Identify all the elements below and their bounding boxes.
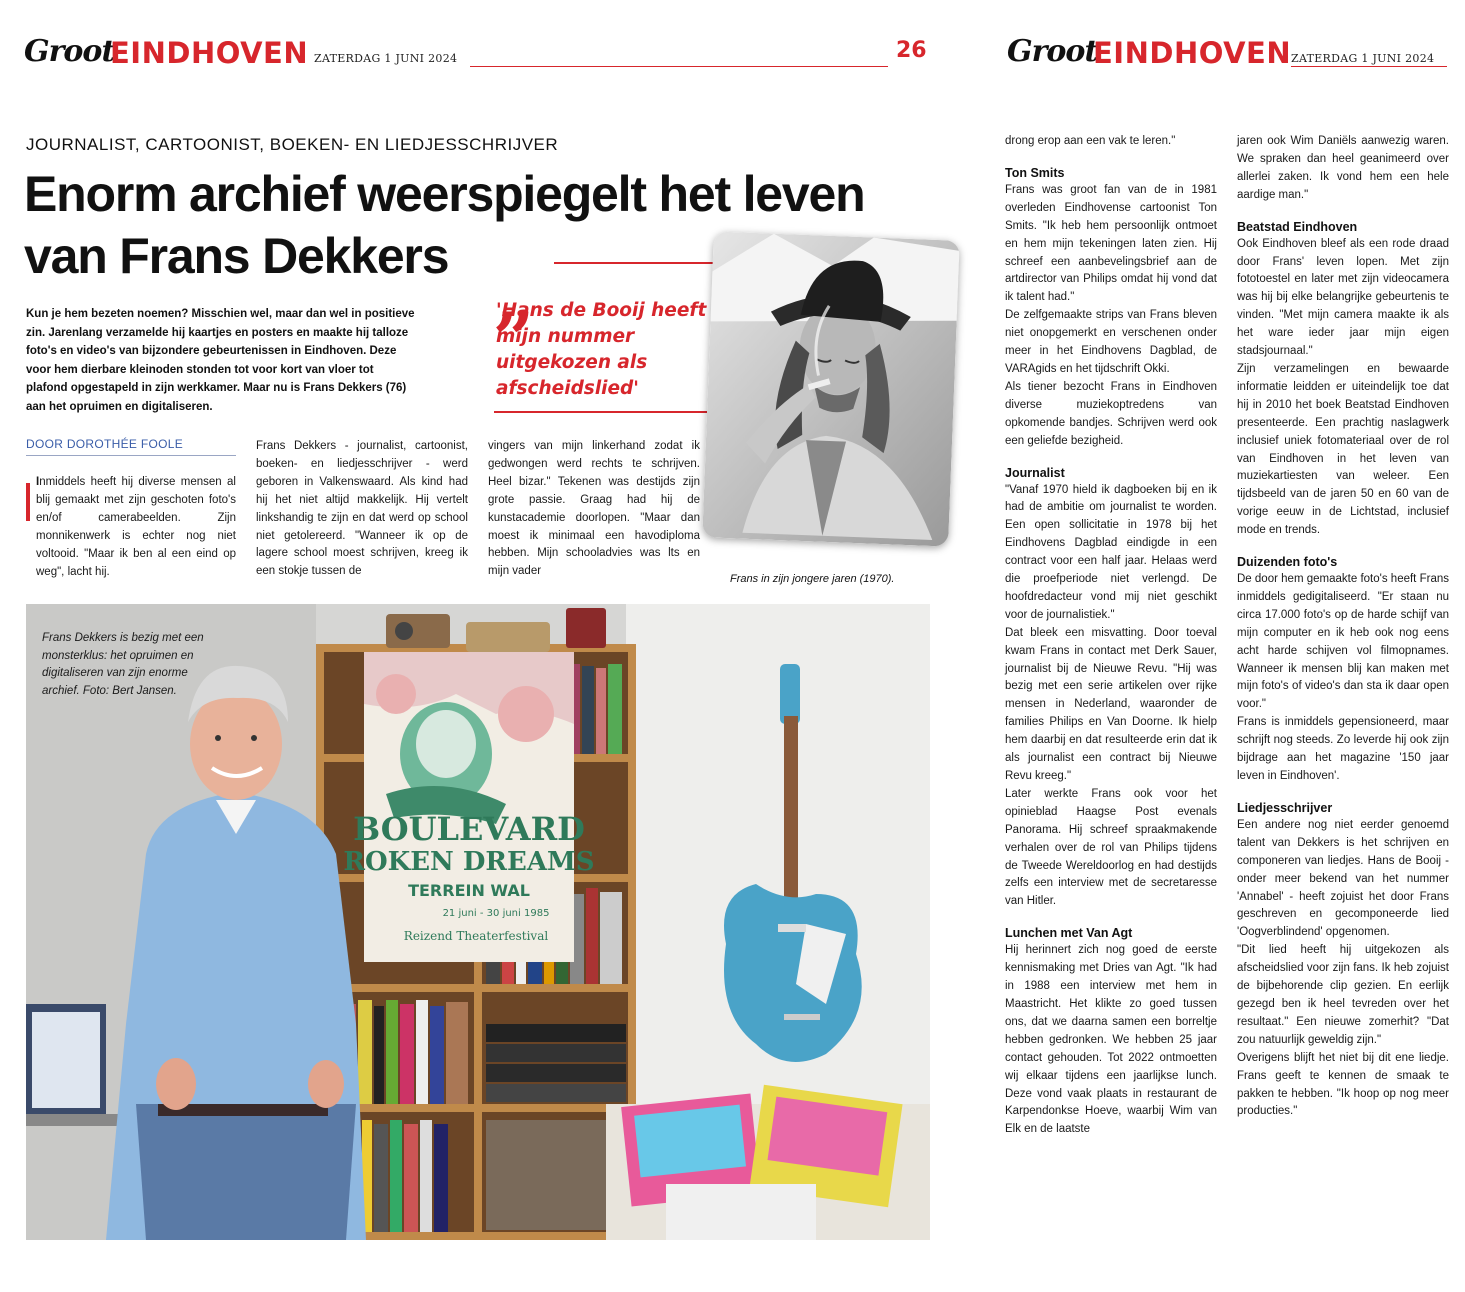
body-paragraph	[36, 474, 236, 581]
article-intro: Kun je hem bezeten noemen? Misschien wel, maar dan wel in positieve zin. Jarenlang verzamelde hij kaartjes en posters en maakte hij talloze foto's en video's van bijzondere gebeurtenissen in Eindhoven. Deze voor hem dierbare kleinoden stonden tot voor kort van vloer tot plafond opgestapeld in zijn werkkamer. Maar nu is Frans Dekkers (76) aan het opruimen en digitaliseren.	[26, 308, 415, 413]
old-photo	[702, 231, 960, 546]
body-paragraph: "Vanaf 1970 hield ik dagboeken bij en ik had de ambitie om journalist te worden. Een open sollicitatie in 1978 bij het Eindhovens Dagblad eindigde in een contract voor een half jaar. Helaas werd die proefperiode niet verlengd. De hoofdredacteur vond mij niet geschikt voor de journalistiek."	[1005, 483, 1217, 621]
young-frans-photo	[702, 231, 960, 546]
poster-venue: TERREIN WAL	[408, 881, 530, 900]
body-paragraph: De zelfgemaakte strips van Frans bleven niet onopgemerkt en verschenen onder meer in het Eindhovens Dagblad, de VARAgids en het tijdschrift Okki.	[1005, 309, 1217, 375]
body-paragraph: Als tiener bezocht Frans in Eindhoven diverse muziekoptredens van opkomende bandjes. Schrijven werd ook een geliefde bezigheid.	[1005, 380, 1217, 447]
brand-eindhoven: EINDHOVEN	[1093, 36, 1292, 70]
subhead-journalist: Journalist	[1005, 465, 1065, 480]
poster-title: BOULEVARD	[353, 810, 585, 848]
body-paragraph: jaren ook Wim Daniëls aanwezig waren. We spraken dan heel geanimeerd over allerlei zaken. Ik vond hem een hele aardige man."	[1237, 135, 1449, 201]
issue-date: ZATERDAG 1 JUNI 2024	[1291, 52, 1435, 65]
body-column-3	[488, 438, 700, 581]
headline-line-1: Enorm archief weerspiegelt het leven	[24, 166, 865, 222]
magazines	[606, 1085, 930, 1240]
body-paragraph: De door hem gemaakte foto's heeft Frans inmiddels gedigitaliseerd. "Er staan nu circa 17.000 foto's op de harde schijf van mijn computer en ik heb ook nog eens acht harde schijven vol filmopnames. Wanneer ik mensen blij kan maken met mijn foto's of video's dan sta ik daar open voor."	[1237, 573, 1449, 711]
byline-rule	[26, 455, 236, 456]
pull-quote-text: 'Hans de Booij heeft mijn nummer uitgekozen als afscheidslied'	[496, 300, 707, 399]
body-text: nmiddels heeft hij diverse mensen al blij gemaakt met zijn geschoten foto's en/of camerabeelden. Zijn monnikenwerk is echter nog niet voltooid. "Maar ik ben al een eind op weg", lacht hij.	[36, 476, 236, 578]
body-paragraph: Frans was groot fan van de in 1981 overleden Eindhovense cartoonist Ton Smits. "Ik heb hem persoonlijk ontmoet en hem mijn tekeningen laten zien. Hij schreef een aanbevelingsbrief aan de artdirector van Philips omdat hij vond dat ik talent had."	[1005, 183, 1217, 304]
body-paragraph: Frans is inmiddels gepensioneerd, maar schrijft nog steeds. Zo leverde hij ook zijn bijdrage aan het magazine '150 jaar leven in Eindhoven'.	[1237, 716, 1449, 782]
subhead-lunchen: Lunchen met Van Agt	[1005, 926, 1133, 941]
boulevard-poster	[343, 652, 594, 962]
quote-rule-top	[554, 262, 714, 264]
right-page	[985, 0, 1465, 1292]
body-paragraph: Een andere nog niet eerder genoemd talent van Dekkers is het schrijven en componeren van liedjes. Hans de Booij - onder meer bekend van het nummer 'Annabel' - heeft zojuist het door Frans geschreven en gecomponeerde lied 'Oogverblindend' opgenomen.	[1237, 818, 1449, 939]
body-paragraph: Dat bleek een misvatting. Door toeval kwam Frans in contact met Derk Sauer, journalist bij de Nieuwe Revu. "Hij was bezig met een serie artikelen over rijke mensen in Nederland, waaronder de families Philips en Van Doorne. Ik hielp hem daarbij en dat resulteerde erin dat ik als journalist een contract bij Nieuwe Revu kreeg."	[1005, 626, 1217, 782]
dropcap-bar	[26, 483, 30, 521]
masthead-rule	[1291, 66, 1447, 67]
body-column-2	[256, 438, 468, 581]
poster-footer: Reizend Theaterfestival	[403, 929, 549, 943]
masthead-right	[1007, 34, 1457, 74]
masthead-rule	[470, 66, 888, 67]
body-paragraph: Frans Dekkers - journalist, cartoonist, boeken- en liedjesschrijver - werd geboren in Valkenswaard. Als kind had hij het niet altijd makkelijk. Hij vertelt linkshandig te zijn en dat werd op school niet getolereerd. "Wanneer ik op de lagere school moest schrijven, kreeg ik een stokje tussen de	[256, 440, 468, 578]
main-photo-caption: Frans Dekkers is bezig met een monsterklus: het opruimen en digitaliseren van zijn enorme archief. Foto: Bert Jansen.	[42, 632, 204, 697]
quote-rule-bottom	[494, 411, 712, 413]
page-number: 26	[896, 38, 927, 63]
body-paragraph: "Dit lied heeft hij uitgekozen als afscheidslied voor zijn fans. Ik heb zojuist de bijbehorende clip gezien. En eerlijk gezegd ben ik heel tevreden over het resultaat." Een nieuwe zomerhit? "Dat zou natuurlijk geweldig zijn."	[1237, 944, 1449, 1046]
poster-subtitle: ROKEN DREAMS	[343, 847, 595, 877]
old-photo-caption: Frans in zijn jongere jaren (1970).	[730, 573, 895, 585]
body-paragraph: Overigens blijft het niet bij dit ene liedje. Frans geeft te kennen de smaak te pakken te hebben. "Ik hoop op nog meer producties."	[1237, 1051, 1449, 1118]
body-column-4	[1005, 133, 1217, 1139]
subhead-beatstad: Beatstad Eindhoven	[1237, 219, 1358, 234]
quote-mark-icon: „	[494, 255, 536, 340]
brand-groot: Groot	[1007, 34, 1098, 69]
subhead-duizenden-fotos: Duizenden foto's	[1237, 555, 1338, 570]
body-paragraph: Hij herinnert zich nog goed de eerste kennismaking met Dries van Agt. "Ik had in 1988 een interview met hem in Maastricht. Het klikte zo goed tussen ons, dat we daarna samen een borreltje hebben gedronken. We hebben 25 jaar contact gehouden. Tot 2022 ontmoetten wij elkaar tijdens een jaarlijkse lunch. Deze vond vaak plaats in restaurant de Karpendonkse Hoeve, waarbij Wim van Elk en de laatste	[1005, 944, 1217, 1136]
body-paragraph: Ook Eindhoven bleef als een rode draad door Frans' leven lopen. Met zijn fototoestel en later met zijn videocamera was hij bij elke belangrijke gebeurtenis te vinden. "Met mijn camera maakte ik als het ware ieder jaar mijn eigen stadsjournaal."	[1237, 237, 1449, 358]
body-paragraph: vingers van mijn linkerhand zodat ik gedwongen werd rechts te schrijven. Heel bizar." Tekenen was destijds zijn grote passie. Graag had hij de kunstacademie doorlopen. "Maar dan moest ik minimaal een havodiploma hebben. Mijn schooladvies was lts en mijn vader	[488, 440, 700, 578]
article-kicker: JOURNALIST, CARTOONIST, BOEKEN- EN LIEDJESSCHRIJVER	[26, 135, 559, 154]
body-column-5	[1237, 133, 1449, 1121]
body-paragraph: Zijn verzamelingen en bewaarde informatie leidden er uiteindelijk toe dat hij in 2010 het boek Beatstad Eindhoven presenteerde. Een prachtig naslagwerk inclusief uniek fotomateriaal over de rol van Eindhoven in het leven van muziekartiesten van weleer. Een tijdsbeeld van de jaren 50 en 60 van de vorige eeuw in de Lichtstad, inclusief mode en trends.	[1237, 362, 1449, 537]
body-paragraph: Later werkte Frans ook voor het opinieblad Haagse Post evenals Panorama. Hij schreef spraakmakende verhalen over de rol van Philips tijdens de Tweede Wereldoorlog en had destijds zelfs een interview met de secretaresse van Hitler.	[1005, 787, 1217, 908]
dropcap: I	[36, 476, 40, 488]
body-paragraph: drong erop aan een vak te leren."	[1005, 135, 1176, 147]
subhead-ton-smits: Ton Smits	[1005, 165, 1065, 180]
byline: DOOR DOROTHÉE FOOLE	[26, 437, 184, 451]
body-column-1	[36, 474, 236, 581]
brand-eindhoven: EINDHOVEN	[110, 36, 309, 70]
brand-groot: Groot	[24, 34, 115, 69]
poster-dates: 21 juni - 30 juni 1985	[442, 908, 550, 919]
subhead-liedjesschrijver: Liedjesschrijver	[1237, 800, 1333, 815]
headline-line-2: van Frans Dekkers	[24, 228, 449, 284]
masthead-left	[24, 34, 934, 74]
issue-date: ZATERDAG 1 JUNI 2024	[314, 52, 458, 65]
